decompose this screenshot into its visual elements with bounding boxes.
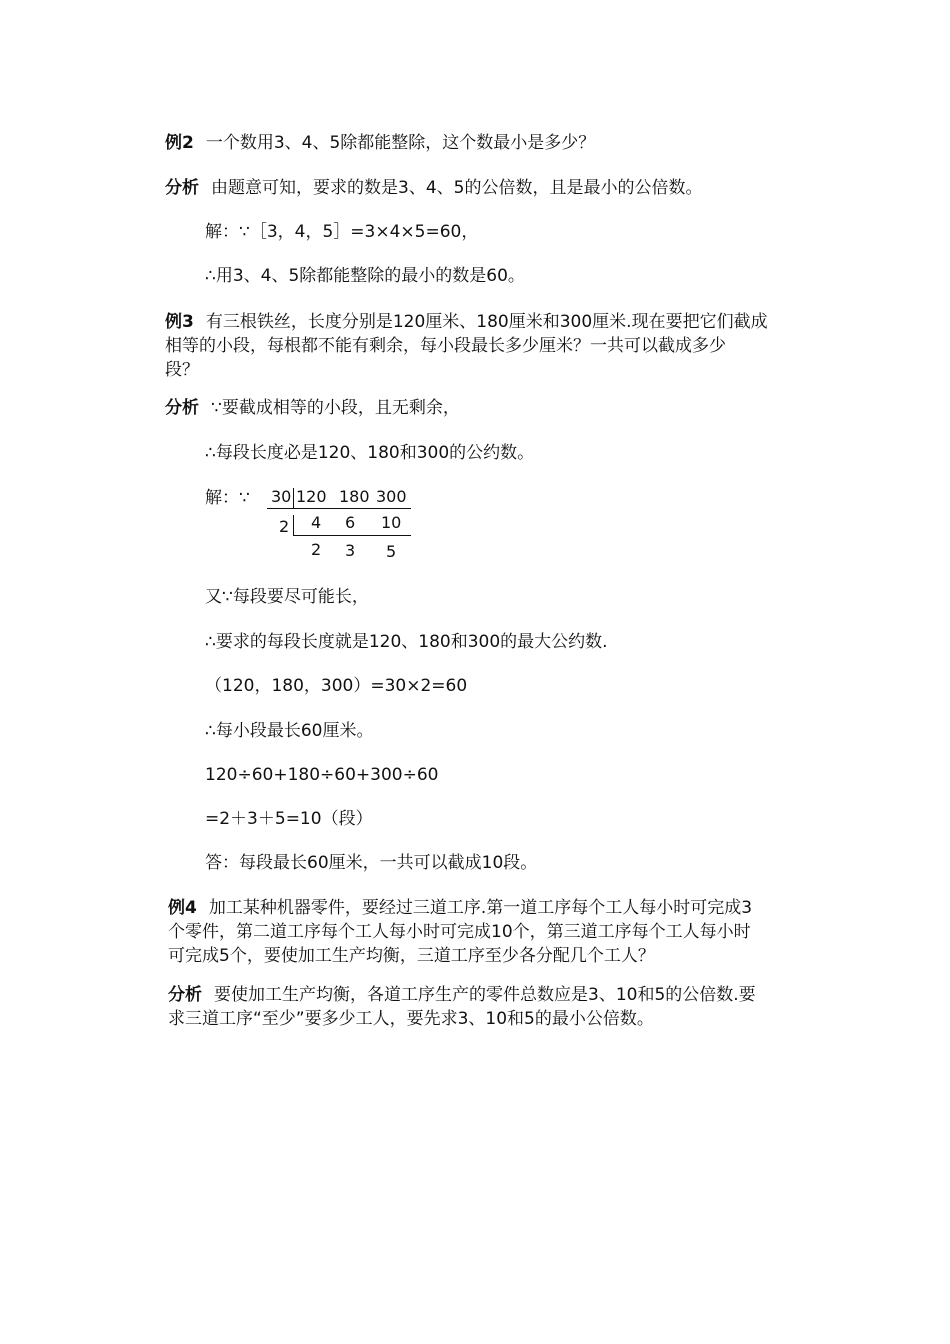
example-2-question xyxy=(165,131,595,155)
division-divisor-1: 30 xyxy=(271,487,292,506)
example-3-step-1: ∴每段长度必是120、180和300的公约数。 xyxy=(205,443,535,463)
division-row-2-c: 10 xyxy=(381,513,402,532)
example-3-question xyxy=(165,310,768,382)
division-divisor-2: 2 xyxy=(279,517,290,536)
example-3-line-2: 相等的小段，每根都不能有剩余，每小段最长多少厘米？一共可以截成多少 xyxy=(165,336,726,356)
division-rule-1 xyxy=(267,508,411,509)
example-3-analysis xyxy=(165,396,460,420)
division-bracket-2 xyxy=(293,515,294,535)
example-2-analysis xyxy=(165,176,702,200)
example-3-step-6: 120÷60+180÷60+300÷60 xyxy=(205,765,439,785)
division-row-1-c: 300 xyxy=(376,487,407,506)
example-3-line-3: 段？ xyxy=(165,360,199,380)
example-2-solution: 解：∵［3，4，5］=3×4×5=60， xyxy=(205,222,479,242)
example-3-analysis-label: 分析 xyxy=(165,398,199,418)
example-4-line-2: 个零件，第二道工序每个工人每小时可完成10个，第三道工序每个工人每小时 xyxy=(168,922,751,942)
division-rule-2 xyxy=(293,535,411,536)
example-4-line-3: 可完成5个，要使加工生产均衡，三道工序至少各分配几个工人？ xyxy=(168,946,655,966)
division-prefix: 解：∵ xyxy=(205,488,250,508)
example-3-line-1: 有三根铁丝，长度分别是120厘米、180厘米和300厘米.现在要把它们截成 xyxy=(205,312,768,332)
example-3-step-4: （120，180，300）=30×2=60 xyxy=(205,676,468,696)
example-2-conclusion: ∴用3、4、5除都能整除的最小的数是60。 xyxy=(205,266,525,286)
example-3-answer: 答：每段最长60厘米，一共可以截成10段。 xyxy=(205,853,538,873)
example-4-question xyxy=(168,896,752,968)
division-bracket-1 xyxy=(293,488,294,508)
example-3-analysis-text: ∵要截成相等的小段，且无剩余， xyxy=(211,398,460,418)
example-3-step-5: ∴每小段最长60厘米。 xyxy=(205,721,374,741)
example-4-analysis-label: 分析 xyxy=(168,985,202,1005)
division-row-2-a: 4 xyxy=(311,513,322,532)
division-row-1-a: 120 xyxy=(296,487,327,506)
example-4-label: 例4 xyxy=(168,898,197,918)
example-3-step-3: ∴要求的每段长度就是120、180和300的最大公约数. xyxy=(205,632,608,652)
example-4-analysis-line-1: 要使加工生产均衡，各道工序生产的零件总数应是3、10和5的公倍数.要 xyxy=(214,985,756,1005)
division-row-3-a: 2 xyxy=(311,540,322,559)
division-row-3-c: 5 xyxy=(386,542,397,561)
example-2-text: 一个数用3、4、5除都能整除，这个数最小是多少？ xyxy=(205,133,596,153)
division-row-3-b: 3 xyxy=(345,541,356,560)
example-3-step-2: 又∵每段要尽可能长， xyxy=(205,587,369,607)
example-2-label: 例2 xyxy=(165,133,194,153)
division-row-1-b: 180 xyxy=(339,487,370,506)
short-division xyxy=(205,485,435,565)
example-3-step-7: =2＋3＋5=10（段） xyxy=(205,809,373,829)
example-4-line-1: 加工某种机器零件，要经过三道工序.第一道工序每个工人每小时可完成3 xyxy=(208,898,753,918)
example-3-label: 例3 xyxy=(165,312,194,332)
example-2-analysis-text: 由题意可知，要求的数是3、4、5的公倍数，且是最小的公倍数。 xyxy=(211,178,703,198)
example-2-analysis-label: 分析 xyxy=(165,178,199,198)
division-row-2-b: 6 xyxy=(345,513,356,532)
example-4-analysis xyxy=(168,983,756,1031)
example-4-analysis-line-2: 求三道工序“至少”要多少工人，要先求3、10和5的最小公倍数。 xyxy=(168,1009,654,1029)
